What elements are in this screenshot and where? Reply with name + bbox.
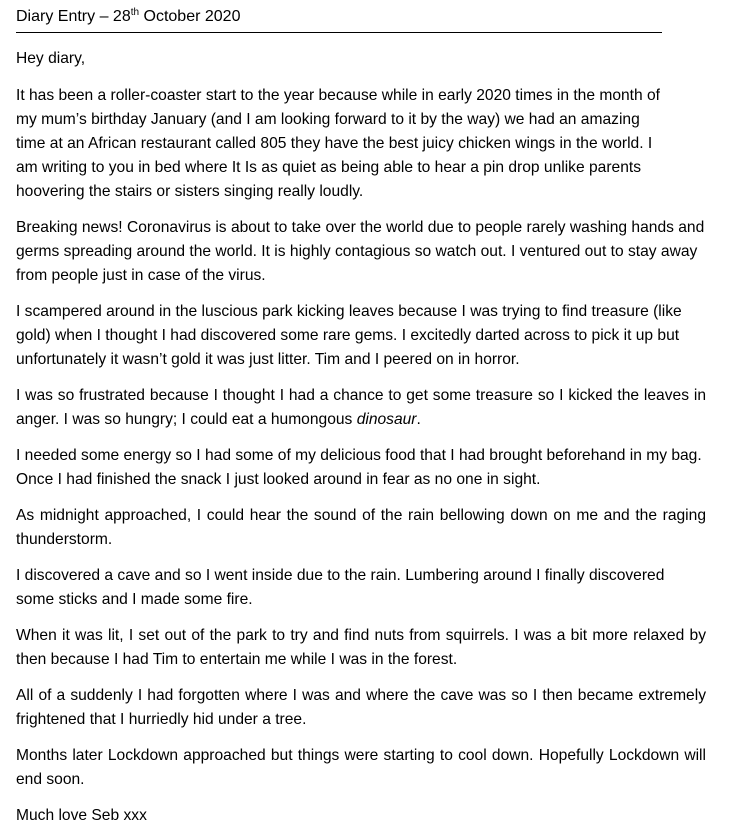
paragraph-5: I needed some energy so I had some of my delicious food that I had brought beforehand in my bag. Once I had finished the snack I just looked around in fear as no one in sight. [16,447,702,488]
greeting: Hey diary, [16,50,86,67]
paragraph-4-emphasis: dinosaur [356,411,417,428]
diary-header [16,0,662,33]
header-title-suffix: October 2020 [139,8,241,25]
header-date-suffix: th [130,7,140,18]
header-title-prefix: Diary Entry – 28 [16,8,131,25]
paragraph-4-end: . [416,411,421,428]
paragraph-8: When it was lit, I set out of the park to try and find nuts from squirrels. I was a bit more relaxed by then because I had Tim to entertain me while I was in the forest. [16,627,706,668]
paragraph-4 [16,384,706,432]
paragraph-4-text: I was so frustrated because I thought I had a chance to get some treasure so I kicked the leaves in anger. I was so hungry; I could eat a humongous [16,387,706,428]
signoff: Much love Seb xxx [16,807,147,824]
paragraph-3: I scampered around in the luscious park kicking leaves because I was trying to find treasure (like gold) when I thought I had discovered some rare gems. I excitedly darted across to pick it up but unfortunately it wasn’t gold it was just litter. Tim and I peered on in horror. [16,303,682,368]
document-page [16,0,706,840]
paragraph-1: It has been a roller-coaster start to the year because while in early 2020 times in the month of my mum’s birthday January (and I am looking forward to it by the way) we had an amazing time at an African restaurant called 805 they have the best juicy chicken wings in the world. I am writing to you in bed where It Is as quiet as being able to hear a pin drop unlike parents hoovering the stairs or sisters singing really loudly. [16,87,661,200]
diary-body [16,47,706,828]
paragraph-9: All of a suddenly I had forgotten where I was and where the cave was so I then became extremely frightened that I hurriedly hid under a tree. [16,687,706,728]
paragraph-7: I discovered a cave and so I went inside due to the rain. Lumbering around I finally discovered some sticks and I made some fire. [16,567,665,608]
paragraph-10: Months later Lockdown approached but things were starting to cool down. Hopefully Lockdown will end soon. [16,747,706,788]
paragraph-6: As midnight approached, I could hear the sound of the rain bellowing down on me and the raging thunderstorm. [16,507,706,548]
paragraph-2: Breaking news! Coronavirus is about to take over the world due to people rarely washing hands and germs spreading around the world. It is highly contagious so watch out. I ventured out to stay away from people just in case of the virus. [16,219,705,284]
